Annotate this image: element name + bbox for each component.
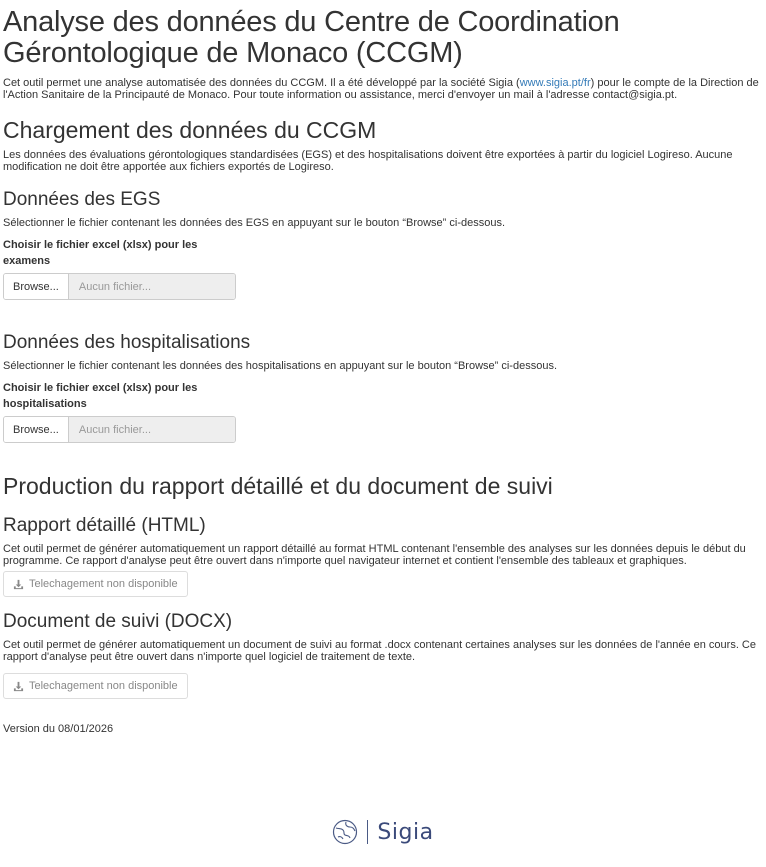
hosp-browse-button[interactable]: Browse... <box>4 417 69 442</box>
report-download-label: Telechagement non disponible <box>29 578 178 590</box>
sigia-link[interactable]: www.sigia.pt/fr <box>519 77 591 89</box>
report-section-title: Rapport détaillé (HTML) <box>3 515 206 536</box>
report-description: Cet outil permet de générer automatiquement un rapport détaillé au format HTML contenant l'ensemble des analyses sur les données depuis le début du programme. Ce rapport d'analyse peut être ouvert dans n'importe quel navigateur internet et contient l'ensemble des tableaux et graphiques. <box>3 543 746 567</box>
page-title: Analyse des données du Centre de Coordination Gérontologique de Monaco (CCGM) <box>3 6 620 69</box>
globe-logo-icon <box>332 819 358 845</box>
version-text: Version du 08/01/2026 <box>3 723 114 735</box>
hosp-description: Sélectionner le fichier contenant les données des hospitalisations en appuyant sur le bouton “Browse” ci-dessous. <box>3 360 557 372</box>
loading-section-title: Chargement des données du CCGM <box>3 117 377 143</box>
egs-browse-button[interactable]: Browse... <box>4 274 69 299</box>
docx-section-title: Document de suivi (DOCX) <box>3 611 233 632</box>
docx-description: Cet outil permet de générer automatiquement un document de suivi au format .docx contenant certaines analyses sur les données de l'année en cours. Ce rapport d'analyse peut être ouvert dans n'importe quel logiciel de traitement de texte. <box>3 639 756 663</box>
report-download-button[interactable] <box>3 571 188 597</box>
brand-name: Sigia <box>377 819 434 845</box>
egs-file-label: Choisir le fichier excel (xlsx) pour les examens <box>3 239 198 267</box>
egs-file-input[interactable] <box>3 273 236 300</box>
page <box>0 7 766 735</box>
intro-text-start: Cet outil permet une analyse automatisée des données du CCGM. Il a été développé par la société Sigia ( <box>3 77 520 89</box>
egs-description: Sélectionner le fichier contenant les données des EGS en appuyant sur le bouton “Browse” ci-dessous. <box>3 217 506 229</box>
egs-section-title: Données des EGS <box>3 189 161 210</box>
download-icon <box>13 681 24 692</box>
egs-file-placeholder[interactable]: Aucun fichier... <box>69 274 235 299</box>
production-section-title: Production du rapport détaillé et du document de suivi <box>3 473 553 499</box>
footer-logo <box>0 819 766 845</box>
hosp-section-title: Données des hospitalisations <box>3 332 251 353</box>
hosp-file-label: Choisir le fichier excel (xlsx) pour les hospitalisations <box>3 382 198 410</box>
logo-divider <box>367 820 368 844</box>
intro-text <box>3 77 763 101</box>
hosp-file-placeholder[interactable]: Aucun fichier... <box>69 417 235 442</box>
download-icon <box>13 579 24 590</box>
intro-text-end: ) pour le compte de la Direction de l'Action Sanitaire de la Principauté de Monaco. Pour toute information ou assistance, merci d'envoyer un mail à l'adresse contact@sigia.pt. <box>3 77 759 101</box>
docx-download-button[interactable] <box>3 673 188 699</box>
hosp-file-input[interactable] <box>3 416 236 443</box>
docx-download-label: Telechagement non disponible <box>29 680 178 692</box>
loading-description: Les données des évaluations gérontologiques standardisées (EGS) et des hospitalisations doivent être exportées à partir du logiciel Logireso. Aucune modification ne doit être apportée aux fichiers exportés de Logireso. <box>3 149 733 173</box>
